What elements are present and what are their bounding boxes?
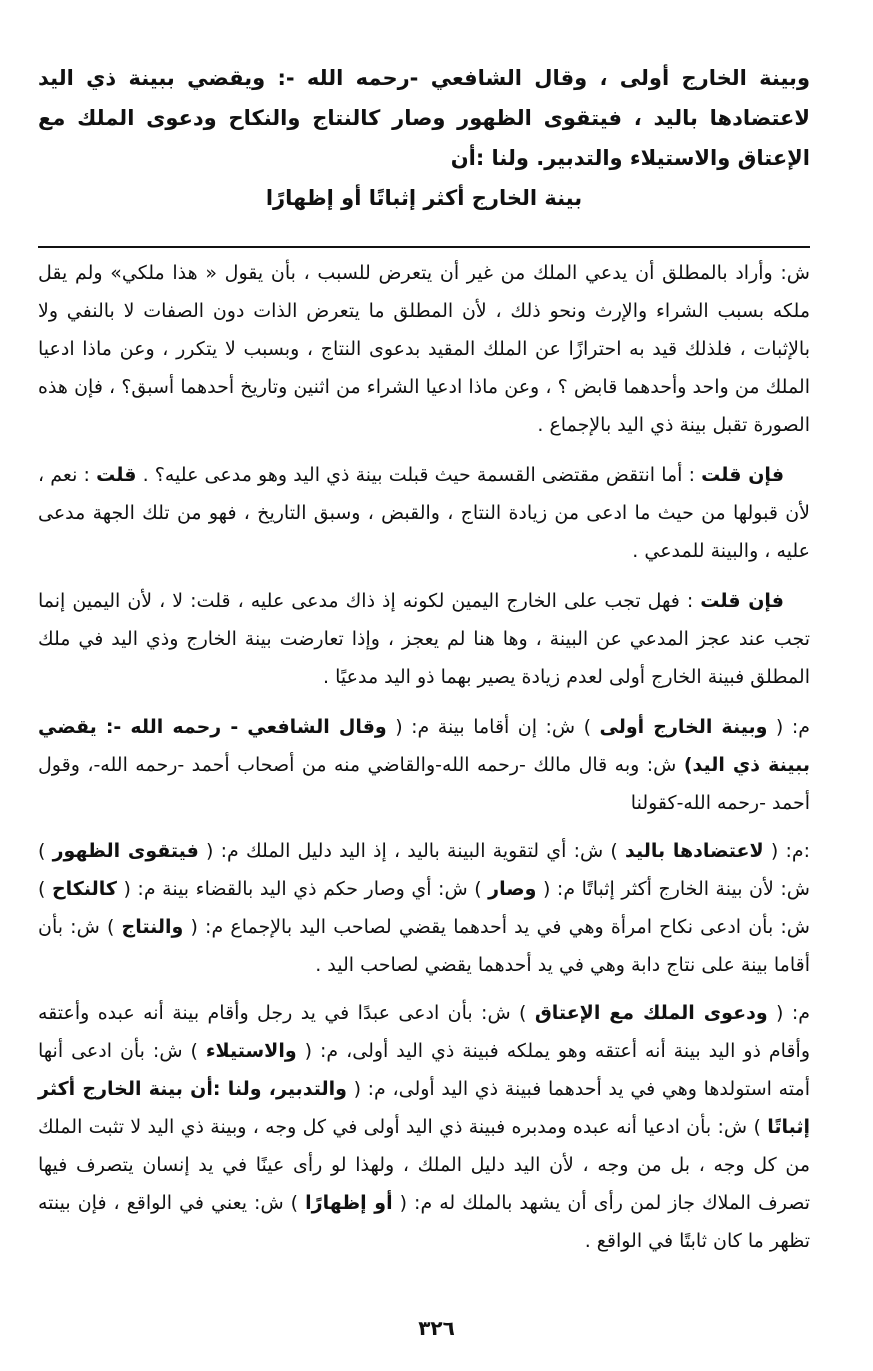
quoted-text: والاستيلاء xyxy=(205,1040,297,1062)
gloss: ش: وبه قال مالك -رحمه الله-والقاضي منه من أصحاب أحمد -رحمه الله-، وقول أحمد -رحمه الله-كقولنا xyxy=(38,754,810,814)
question-lead: فإن قلت xyxy=(700,590,784,612)
quoted-text: كالنكاح xyxy=(51,878,117,900)
gloss: ) ش: بأن أقاما بينة على نتاج دابة وهي في يد أحدهما يقضي لصاحب اليد . xyxy=(38,916,810,976)
gloss: ) ش: لأن بينة الخارج أكثر إثباتًا م: ( xyxy=(38,840,810,900)
commentary-paragraph-3 xyxy=(38,582,810,696)
document-page xyxy=(38,58,810,1270)
main-text-line-2: فيتقوى الظهور وصار كالنتاج والنكاح ودعوى الملك مع الإعتاق والاستيلاء والتدبير. ولنا :أن xyxy=(38,106,810,170)
quoted-text: فيتقوى الظهور xyxy=(52,840,199,862)
main-text xyxy=(38,58,810,218)
gloss: ) ش: بأن ادعى نكاح امرأة وهي في يد أحدهما يقضي لصاحب اليد بالإجماع م: ( xyxy=(38,878,810,938)
gloss: ) ش: بأن ادعى أنها أمته استولدها وهي في يد أحدهما فبينة ذي اليد أولى، م: ( xyxy=(38,1040,810,1100)
quoted-text: ودعوى الملك مع الإعتاق xyxy=(534,1002,768,1024)
commentary-paragraph-4 xyxy=(38,708,810,822)
quoted-text: أو إظهارًا xyxy=(305,1192,393,1214)
question-lead: فإن قلت xyxy=(701,464,785,486)
gloss: ) ش: يعني في الواقع ، فإن بينته تظهر ما كان ثابتًا في الواقع . xyxy=(38,1192,810,1252)
gloss: ) ش: أي وصار حكم ذي اليد بالقضاء بينة م: ( xyxy=(116,878,489,900)
commentary-paragraph-5 xyxy=(38,832,810,984)
quoted-text: والنتاج xyxy=(121,916,184,938)
page-number: ٣٢٦ xyxy=(418,1316,455,1340)
commentary-paragraph-2 xyxy=(38,456,810,570)
question-text: : أما انتقض مقتضى القسمة حيث قبلت بينة ذي اليد وهو مدعى عليه؟ . xyxy=(136,464,702,486)
gloss: ) ش: بأن ادعى عبدًا في يد رجل وأقام بينة أنه عبده وأعتقه وأقام ذو اليد بينة أنه أعتقه وهو يملكه فبينة ذي اليد أولى، م: ( xyxy=(38,1002,810,1062)
quoted-text: وبينة الخارج أولى xyxy=(599,716,768,738)
quoted-text: وقال الشافعي - رحمه الله -: يقضي ببينة ذي اليد) xyxy=(38,716,810,776)
quoted-text: وصار xyxy=(488,878,537,900)
commentary-paragraph-1: ش: وأراد بالمطلق أن يدعي الملك من غير أن يتعرض للسبب ، بأن يقول « هذا ملكي» ولم يقل ملكه بسبب الشراء والإرث ونحو ذلك ، لأن المطلق ما يتعرض الذات دون الصفات لا بالنفي ولا بالإثبات ، فلذلك قيد به احترازًا عن الملك المقيد بدعوى النتاج ، وبسبب لا يتكرر ، وعن ماذا ادعيا الملك من واحد وأحدهما قابض ؟ ، وعن ماذا ادعيا الشراء من اثنين وتاريخ أحدهما أسبق؟ ، فإن هذه الصورة تقبل بينة ذي اليد بالإجماع . xyxy=(38,262,810,436)
quoted-text: والتدبير، ولنا :أن بينة الخارج أكثر إثباتًا xyxy=(38,1078,810,1138)
answer-text: : نعم ، لأن قبولها من حيث ما ادعى من زيادة النتاج ، والقبض ، وسبق التاريخ ، فهو من تلك الجهة مدعى عليه ، والبينة للمدعي . xyxy=(38,464,810,562)
answer-lead: قلت xyxy=(96,464,137,486)
gloss: ) ش: بأن ادعيا أنه عبده ومدبره فبينة ذي اليد أولى في كل وجه ، وبينة ذي اليد لا تثبت الملك من كل وجه ، بل من وجه ، لأن اليد دليل الملك ، ولهذا لو رأى عينًا في يد إنسان يتصرف فيها تصرف الملاك جاز لمن رأى أن يشهد بالملك له م: ( xyxy=(38,1116,811,1214)
gloss: ) ش: أي لتقوية البينة باليد ، إذ اليد دليل الملك م: ( xyxy=(198,840,625,862)
commentary xyxy=(38,254,810,1260)
marker: :م: ( xyxy=(763,840,811,862)
marker: م: ( xyxy=(767,716,810,738)
main-text-line-1: وبينة الخارج أولى ، وقال الشافعي -رحمه الله -: ويقضي ببينة ذي اليد لاعتضادها باليد ، xyxy=(38,66,811,130)
question-text: : فهل تجب على الخارج اليمين لكونه إذ ذاك مدعى عليه ، قلت: لا ، لأن اليمين إنما تجب عند عجز المدعي عن البينة ، وها هنا لم يعجز ، وإذا تعارضت بينة الخارج وذي اليد في ملك المطلق فبينة الخارج أولى لعدم زيادة يصير بهما ذو اليد مدعيًا . xyxy=(38,590,810,688)
separator-rule xyxy=(38,246,810,248)
commentary-paragraph-6 xyxy=(38,994,810,1260)
gloss: ) ش: إن أقاما بينة م: ( xyxy=(386,716,600,738)
main-text-last-line: بينة الخارج أكثر إثباتًا أو إظهارًا xyxy=(265,186,583,210)
quoted-text: لاعتضادها باليد xyxy=(624,840,764,862)
marker: م: ( xyxy=(767,1002,810,1024)
